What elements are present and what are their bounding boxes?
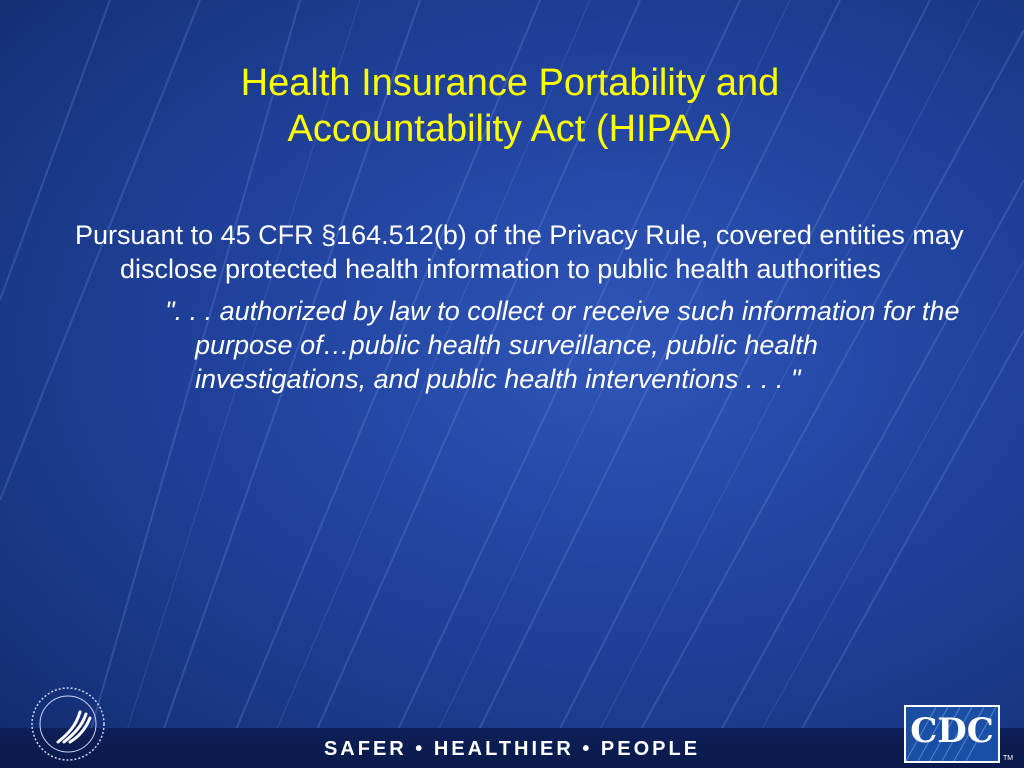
slide-title: Health Insurance Portability and Accountability Act (HIPAA) [240,62,780,150]
body-paragraph: Pursuant to 45 CFR §164.512(b) of the Privacy Rule, covered entities may disclose protected health information to public health authorities [75,220,964,284]
trademark-mark: TM [1003,755,1014,762]
cdc-logo-text: CDC [910,711,994,751]
quoted-regulation: ". . . authorized by law to collect or receive such information for the purpose of…public health surveillance, public health investigations, and public health interventions . . . " [165,296,960,394]
cdc-logo [904,705,1000,763]
slide-body [75,218,975,396]
hhs-seal-icon [28,684,108,764]
footer-tagline: SAFER • HEALTHIER • PEOPLE [323,738,701,760]
